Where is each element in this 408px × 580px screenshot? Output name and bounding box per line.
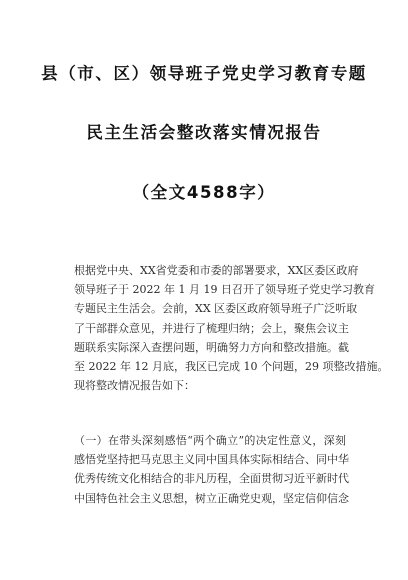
- document-title-line-2: 民主生活会整改落实情况报告: [86, 123, 322, 142]
- intro-paragraph: [74, 261, 389, 395]
- paragraph-line: 专题民主生活会。会前，XX 区委区政府领导班子广泛听取: [74, 302, 358, 316]
- word-count-note: （全文4588字）: [132, 183, 276, 202]
- paragraph-line: 优秀传统文化相结合的非凡历程，全面贯彻习近平新时代: [74, 472, 349, 486]
- paragraph-line: 题联系实际深入查摆问题，明确努力方向和整改措施。截: [74, 340, 349, 354]
- paragraph-line: 现将整改情况报告如下：: [74, 379, 195, 393]
- paragraph-line: 领导班子于 2022 年 1 月 19 日召开了领导班子党史学习教育: [74, 283, 375, 297]
- paragraph-line: 感悟党坚持把马克思主义同中国具体实际相结合、同中华: [74, 453, 349, 467]
- section-1-paragraph: [74, 431, 349, 508]
- paragraph-line: （一）在带头深刻感悟“两个确立”的决定性意义，深刻: [74, 434, 346, 447]
- paragraph-line: 根据党中央、XX省党委和市委的部署要求，XX区委区政府: [74, 264, 359, 277]
- document-title-line-1: 县（市、区）领导班子党史学习教育专题: [41, 64, 367, 83]
- paragraph-line: 中国特色社会主义思想，树立正确党史观，坚定信仰信念: [74, 491, 349, 505]
- paragraph-line: 了干部群众意见，并进行了梳理归纳；会上，聚焦会议主: [74, 321, 349, 335]
- paragraph-line: 至 2022 年 12 月底，我区已完成 10 个问题，29 项整改措施。: [74, 359, 389, 373]
